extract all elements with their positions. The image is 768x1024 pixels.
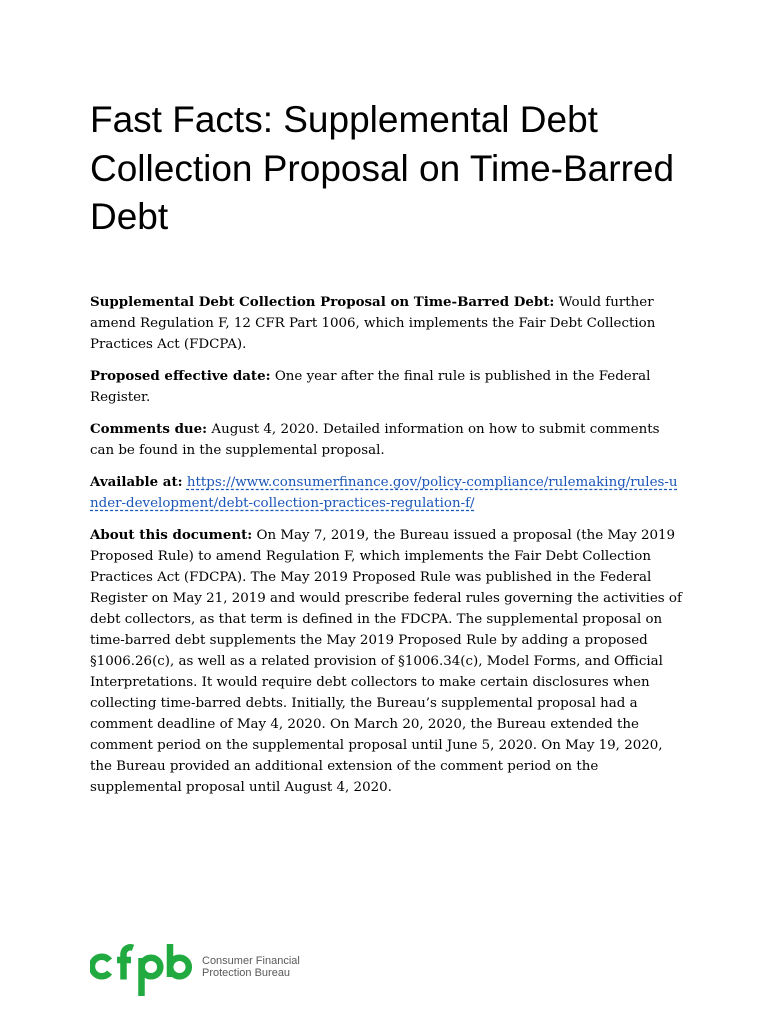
- org-name-line2: Protection Bureau: [202, 967, 291, 979]
- paragraph-text: August 4, 2020. Detailed information on how to submit comments can be found in the supplemental proposal.: [90, 422, 660, 458]
- paragraph-text: On May 7, 2019, the Bureau issued a proposal (the May 2019 Proposed Rule) to amend Regulation F, which implements the Fair Debt Collection Practices Act (FDCPA). The May 2019 Proposed Rule was published in the Federal Register on May 21, 2019 and would prescribe federal rules governing the activities of debt collectors, as that term is defined in the FDCPA. The supplemental proposal on time-barred debt supplements the May 2019 Proposed Rule by adding a proposed §1006.26(c), as well as a related provision of §1006.34(c), Model Forms, and Official Interpretations. It would require debt collectors to make certain disclosures when collecting time-barred debts. Initially, the Bureau’s supplemental proposal had a comment deadline of May 4, 2020. On March 20, 2020, the Bureau extended the comment period on the supplemental proposal until June 5, 2020. On May 19, 2020, the Bureau provided an additional extension of the comment period on the supplemental proposal until August 4, 2020.: [90, 528, 682, 795]
- paragraph-label: Comments due:: [90, 421, 208, 437]
- org-name-line1: Consumer Financial: [202, 955, 300, 967]
- paragraph-available-at: [90, 472, 682, 514]
- org-name: [202, 955, 300, 979]
- document-body: [90, 292, 682, 809]
- cfpb-logo: [90, 938, 350, 1000]
- paragraph-label: About this document:: [90, 527, 253, 543]
- paragraph-text: One year after the final rule is published in the Federal Register.: [90, 369, 651, 405]
- paragraph-text: Would further amend Regulation F, 12 CFR Part 1006, which implements the Fair Debt Collection Practices Act (FDCPA).: [90, 295, 656, 352]
- paragraph-label: Supplemental Debt Collection Proposal on Time-Barred Debt:: [90, 294, 555, 310]
- regulation-link[interactable]: https://www.consumerfinance.gov/policy-compliance/rulemaking/rules-under-development/debt-collection-practices-regulation-f/: [90, 475, 678, 511]
- page-title: Fast Facts: Supplemental Debt Collection Proposal on Time-Barred Debt: [90, 99, 675, 237]
- cfpb-logo-mark: [90, 938, 194, 1000]
- paragraph-label: Proposed effective date:: [90, 368, 271, 384]
- paragraph-effective-date: [90, 366, 682, 408]
- paragraph-comments-due: [90, 419, 682, 461]
- paragraph-label: Available at:: [90, 474, 183, 490]
- paragraph-about-document: [90, 525, 682, 798]
- paragraph-proposal-summary: [90, 292, 682, 355]
